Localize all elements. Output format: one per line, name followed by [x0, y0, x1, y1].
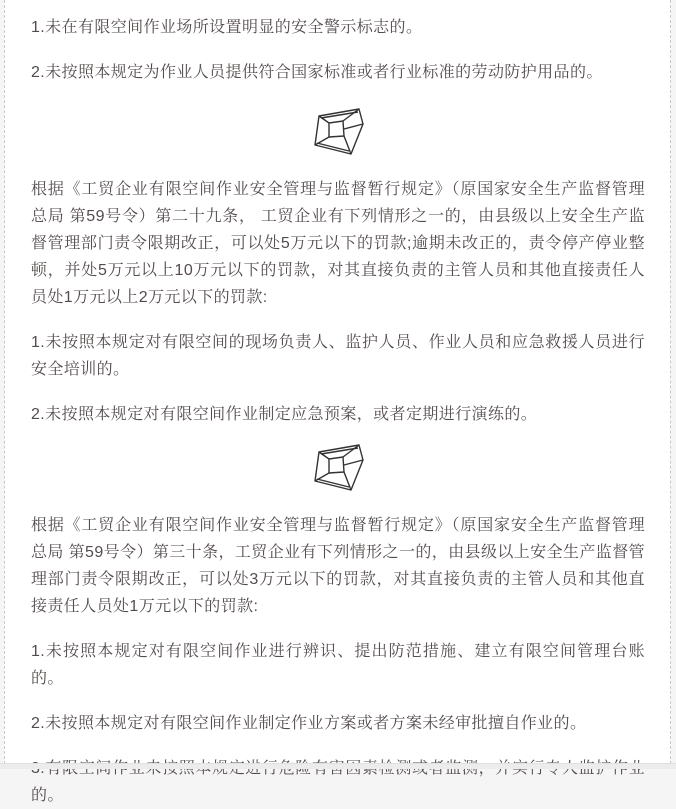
article-content: [5, 0, 670, 809]
regulation-paragraph-article-29: 根据《工贸企业有限空间作业安全管理与监督暂行规定》（原国家安全生产监督管理总局 第59号令）第二十九条， 工贸企业有下列情形之一的，由县级以上安全生产监督管理部门责令限期改正，可以处5万元以下的罚款;逾期未改正的，责令停产停业整顿，并处5万元以上10万元以下的罚款，对其直接负责的主管人员和其他直接责任人员处1万元以上2万元以下的罚款:: [31, 181, 645, 306]
wireframe-box-icon: [305, 104, 371, 162]
article-30-item-2: 2.未按照本规定对有限空间作业制定作业方案或者方案未经审批擅自作业的。: [31, 715, 587, 732]
wireframe-box-icon: [305, 440, 371, 498]
article-29-item-1: 1.未按照本规定对有限空间的现场负责人、监护人员、作业人员和应急救援人员进行安全培训的。: [31, 334, 645, 378]
intro-item-1: 1.未在有限空间作业场所设置明显的安全警示标志的。: [31, 19, 423, 36]
bottom-divider-bar: [0, 763, 676, 769]
regulation-paragraph-article-30: 根据《工贸企业有限空间作业安全管理与监督暂行规定》（原国家安全生产监督管理总局 第59号令）第三十条，工贸企业有下列情形之一的，由县级以上安全生产监督管理部门责令限期改正，可以处3万元以下的罚款，对其直接负责的主管人员和其他直接责任人员处1万元以下的罚款:: [31, 517, 645, 615]
article-body: [4, 0, 671, 804]
article-30-item-3: 的。: [31, 787, 64, 804]
intro-item-2: 2.未按照本规定为作业人员提供符合国家标准或者行业标准的劳动防护用品的。: [31, 64, 603, 81]
article-30-item-1: 1.未按照本规定对有限空间作业进行辨识、提出防范措施、建立有限空间管理台账的。: [31, 643, 645, 687]
article-29-item-2: 2.未按照本规定对有限空间作业制定应急预案，或者定期进行演练的。: [31, 406, 538, 423]
section-divider-2: [31, 440, 645, 502]
section-divider-1: [31, 104, 645, 166]
